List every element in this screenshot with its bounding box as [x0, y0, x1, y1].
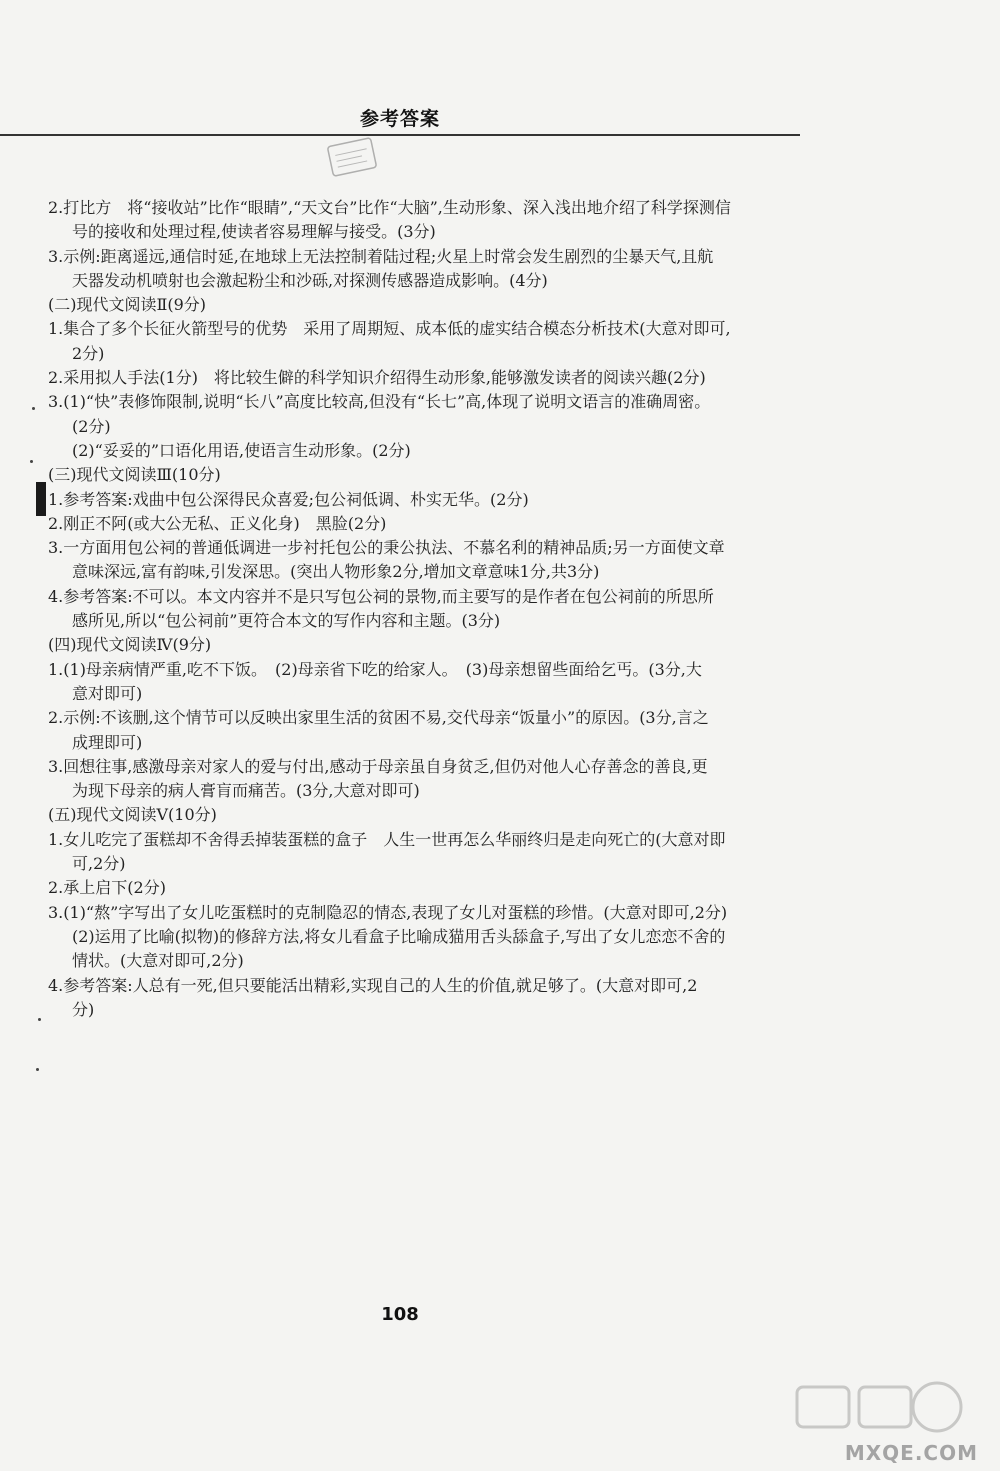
- margin-dot: [38, 1018, 41, 1021]
- answer-line: 分): [72, 999, 95, 1019]
- margin-dot: [36, 1068, 39, 1071]
- section-heading: (四)现代文阅读Ⅳ(9分): [48, 635, 212, 655]
- answer-line: 3.回想往事,感激母亲对家人的爱与付出,感动于母亲虽自身贫乏,但仍对他人心存善念的善良,更: [48, 756, 708, 776]
- header-rule: [0, 134, 800, 136]
- answer-line: 2.采用拟人手法(1分) 将比较生僻的科学知识介绍得生动形象,能够激发读者的阅读兴趣(2分): [48, 368, 706, 388]
- answer-line: 2分): [72, 343, 105, 363]
- page-header-title: 参考答案: [359, 108, 440, 130]
- margin-dot: [32, 407, 35, 410]
- answer-line: 2.刚正不阿(或大公无私、正义化身) 黑脸(2分): [48, 513, 387, 533]
- section-heading: (二)现代文阅读Ⅱ(9分): [48, 295, 207, 315]
- answer-line: 1.女儿吃完了蛋糕却不舍得丢掉装蛋糕的盒子 人生一世再怎么华丽终归是走向死亡的(大意对即: [48, 829, 726, 849]
- page-number: 108: [381, 1304, 419, 1325]
- answer-line: 4.参考答案:不可以。本文内容并不是只写包公祠的景物,而主要写的是作者在包公祠前的所思所: [48, 586, 714, 606]
- answer-line: (2)“妥妥的”口语化用语,使语言生动形象。(2分): [72, 440, 411, 460]
- answer-line: 成理即可): [72, 732, 143, 752]
- margin-dot: [30, 460, 33, 463]
- answer-line: 可,2分): [72, 854, 126, 874]
- margin-bar-mark: [36, 482, 46, 516]
- answer-line: 1.集合了多个长征火箭型号的优势 采用了周期短、成本低的虚实结合模态分析技术(大意对即可,: [48, 319, 731, 339]
- answer-line: 3.(1)“熬”字写出了女儿吃蛋糕时的克制隐忍的情态,表现了女儿对蛋糕的珍惜。(大意对即可,2分): [48, 902, 728, 922]
- answer-line: 意味深远,富有韵味,引发深思。(突出人物形象2分,增加文章意味1分,共3分): [72, 562, 600, 582]
- answer-line: 1.(1)母亲病情严重,吃不下饭。 (2)母亲省下吃的给家人。 (3)母亲想留些面给乞丐。(3分,大: [48, 659, 702, 679]
- answer-line: (2)运用了比喻(拟物)的修辞方法,将女儿看盒子比喻成猫用舌头舔盒子,写出了女儿恋恋不舍的: [72, 926, 726, 946]
- answer-line: 天器发动机喷射也会激起粉尘和沙砾,对探测传感器造成影响。(4分): [72, 270, 548, 290]
- section-heading: (三)现代文阅读Ⅲ(10分): [48, 465, 221, 485]
- answer-line: 号的接收和处理过程,使读者容易理解与接受。(3分): [72, 222, 436, 242]
- watermark-text: MXQE.COM: [844, 1441, 978, 1465]
- answer-line: 感所见,所以“包公祠前”更符合本文的写作内容和主题。(3分): [72, 611, 501, 631]
- answer-line: 为现下母亲的病人膏肓而痛苦。(3分,大意对即可): [72, 781, 420, 801]
- section-heading: (五)现代文阅读Ⅴ(10分): [48, 805, 217, 825]
- answer-line: 2.打比方 将“接收站”比作“眼睛”,“天文台”比作“大脑”,生动形象、深入浅出地介绍了科学探测信: [48, 198, 731, 217]
- answer-line: 意对即可): [72, 683, 143, 703]
- answer-line: (2分): [72, 416, 111, 436]
- answer-line: 3.一方面用包公祠的普通低调进一步衬托包公的秉公执法、不慕名利的精神品质;另一方面使文章: [48, 538, 725, 558]
- answer-line: 4.参考答案:人总有一死,但只要能活出精彩,实现自己的人生的价值,就足够了。(大意对即可,2: [48, 975, 698, 995]
- answer-content: [48, 196, 813, 1022]
- answer-line: 3.(1)“快”表修饰限制,说明“长八”高度比较高,但没有“长七”高,体现了说明文语言的准确周密。: [48, 392, 711, 412]
- answer-line: 3.示例:距离遥远,通信时延,在地球上无法控制着陆过程;火星上时常会发生剧烈的尘暴天气,且航: [48, 246, 714, 266]
- answer-line: 1.参考答案:戏曲中包公深得民众喜爱;包公祠低调、朴实无华。(2分): [48, 489, 529, 509]
- answer-line: 2.示例:不该删,这个情节可以反映出家里生活的贫困不易,交代母亲“饭量小”的原因。(3分,言之: [48, 708, 709, 728]
- stamp-icon: [325, 135, 379, 178]
- answer-line: 2.承上启下(2分): [48, 878, 166, 898]
- answer-line: 情状。(大意对即可,2分): [72, 951, 244, 971]
